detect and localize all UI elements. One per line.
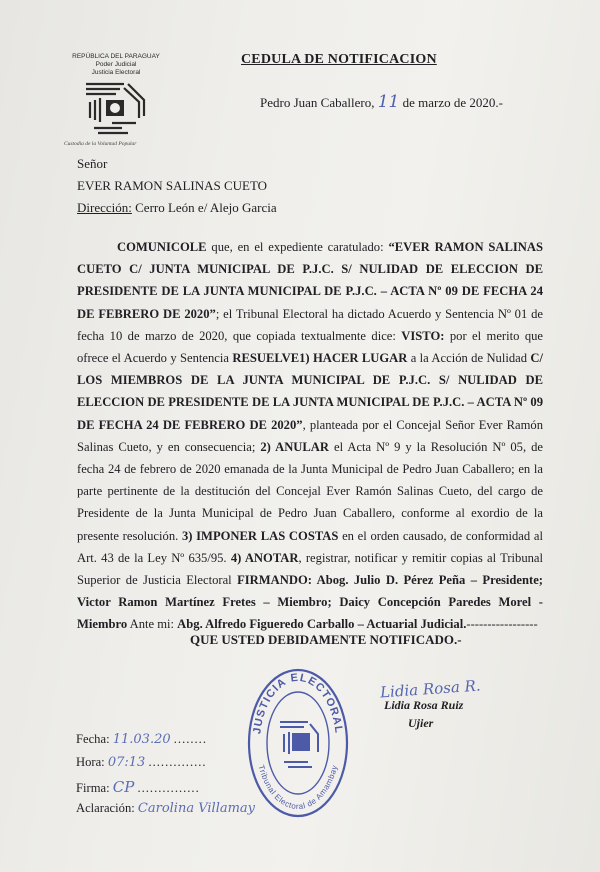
body-s16: , registrar, notificar y remitir copias al Tribunal Superior de Justicia Electoral xyxy=(77,550,543,588)
motto-label: Custodia de la Voluntad Popular xyxy=(64,141,137,147)
date-line xyxy=(260,92,503,112)
signature-field-dots: ............... xyxy=(137,781,200,795)
body-s6: por el merito que ofrece el Acuerdo y Sentencia xyxy=(77,328,544,366)
svg-text:JUSTICIA ELECTORAL xyxy=(251,672,344,735)
electoral-justice-logo-icon xyxy=(84,78,148,138)
date-field-value: 11.03.20 xyxy=(112,732,171,747)
body-s8: a la Acción de Nulidad xyxy=(407,351,531,366)
notification-body xyxy=(77,236,543,636)
body-s7: RESUELVE1) HACER LUGAR xyxy=(232,351,408,366)
body-s13: 3) IMPONER LAS COSTAS xyxy=(181,528,339,543)
electoral-seal-stamp xyxy=(246,666,350,820)
body-s15: 4) ANOTAR xyxy=(230,550,299,565)
seal-top-text: JUSTICIA ELECTORAL xyxy=(251,671,345,735)
body-s19: Abg. Alfredo Figueredo Carballo – Actuarial Judicial. xyxy=(177,617,467,632)
republic-label: REPÚBLICA DEL PARAGUAY xyxy=(72,53,160,60)
date-rest-label: de marzo de 2020.- xyxy=(402,95,503,110)
body-s11: 2) ANULAR xyxy=(260,439,329,454)
time-field-dots: .............. xyxy=(148,755,207,769)
date-field-label: Fecha: xyxy=(76,732,110,746)
body-s14: en el orden causado, de conformidad al Art. 43 de la Ley Nº 635/95. xyxy=(77,528,543,565)
date-field-dots: ........ xyxy=(173,732,207,746)
recipient-name: EVER RAMON SALINAS CUETO xyxy=(77,178,268,193)
closing-line: QUE USTED DEBIDAMENTE NOTIFICADO.- xyxy=(190,632,462,647)
body-s20: ----------------- xyxy=(466,617,538,632)
svg-text:Tribunal Electoral de Amambay xyxy=(257,764,340,811)
date-field xyxy=(76,732,207,747)
handwritten-day: 11 xyxy=(377,92,400,112)
signature-field-label: Firma: xyxy=(76,781,110,795)
salutation: Señor xyxy=(77,156,108,171)
clarification-field-label: Aclaración: xyxy=(76,801,135,815)
clarification-field-value: Carolina Villamay xyxy=(137,801,256,816)
clarification-field xyxy=(76,801,255,816)
judicial-power-label: Poder Judicial xyxy=(95,61,137,68)
body-s12: el Acta Nº 9 y la Resolución Nº 05, de fecha 24 de febrero de 2020 emanada de la Junta Municipal de Pedro Juan Caballero; en la parte pertinente de la destitución del Concejal Ever Ramón Salinas Cueto, del cargo de Presidente de la Junta Municipal de Pedro Juan Caballero, conforme al exordio de la presente resolución. xyxy=(77,439,543,543)
signature-field-value: CP xyxy=(112,778,135,796)
body-s18: Ante mi: xyxy=(127,617,178,632)
body-s10: , planteada por el Concejal Señor Ever Ramón Salinas Cueto, y en consecuencia; xyxy=(77,417,543,454)
seal-bottom-text: Tribunal Electoral de Amambay xyxy=(256,764,340,812)
body-s5: VISTO: xyxy=(401,328,445,343)
body-s4: ; el Tribunal Electoral ha dictado Acuerdo y Sentencia Nº 01 de fecha 10 de marzo de 2020, que copiada textualmente dice: xyxy=(77,306,543,343)
body-s17: FIRMANDO: Abog. Julio D. Pérez Peña – Presidente; Victor Ramon Martínez Fretes – Miembro; Daicy Concepción Paredes Morel - Miembro xyxy=(77,573,544,632)
body-s1: COMUNICOLE xyxy=(117,240,207,254)
place-label: Pedro Juan Caballero, xyxy=(260,95,375,110)
signature-field xyxy=(76,778,200,796)
header-text-block xyxy=(66,53,166,77)
time-field xyxy=(76,755,207,770)
signer-name: Lidia Rosa Ruiz xyxy=(384,698,464,712)
ujier-handwritten-signature: Lidia Rosa R. xyxy=(379,676,482,702)
time-field-label: Hora: xyxy=(76,755,105,769)
signer-role: Ujier xyxy=(408,716,434,730)
time-field-value: 07:13 xyxy=(107,755,146,770)
electoral-justice-label: Justicia Electoral xyxy=(91,69,141,76)
address-label: Dirección: xyxy=(77,200,132,215)
body-s3: “EVER RAMON SALINAS CUETO C/ JUNTA MUNICIPAL DE P.J.C. S/ NULIDAD DE ELECCION DE PRESIDENTE DE LA JUNTA MUNICIPAL DE P.J.C. – ACTA Nº 09 DE FECHA 24 DE FEBRERO DE 2020” xyxy=(77,240,543,321)
document-title: CEDULA DE NOTIFICACION xyxy=(241,52,437,67)
body-s2: que, en el expediente caratulado: xyxy=(206,240,389,254)
address-value: Cerro León e/ Alejo Garcia xyxy=(135,200,277,215)
recipient-address xyxy=(77,200,277,216)
seal-emblem-icon xyxy=(280,722,318,767)
body-s9: C/ LOS MIEMBROS DE LA JUNTA MUNICIPAL DE P.J.C. S/ NULIDAD DE ELECCION DE PRESIDENTE DE LA JUNTA MUNICIPAL DE P.J.C. – ACTA Nº 09 DE FECHA 24 DE FEBRERO DE 2020” xyxy=(77,351,543,432)
